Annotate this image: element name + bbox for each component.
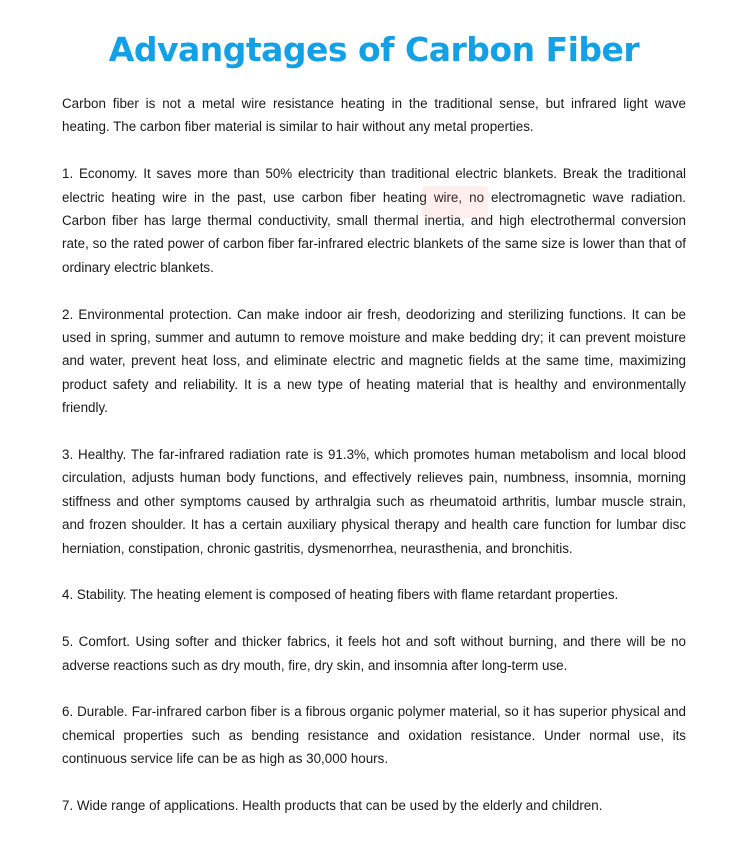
section-environmental-protection: 2. Environmental protection. Can make indoor air fresh, deodorizing and sterilizing functions. It can be used in spring, summer and autumn to remove moisture and make bedding dry; it can prevent moisture and water, prevent heat loss, and eliminate electric and magnetic fields at the same time, maximizing product safety and reliability. It is a new type of heating material that is healthy and environmentally friendly. (62, 306, 686, 416)
section-comfort: 5. Comfort. Using softer and thicker fabrics, it feels hot and soft without burning, and there will be no adverse reactions such as dry mouth, fire, dry skin, and insomnia after long-term use. (62, 634, 686, 673)
section-stability: 4. Stability. The heating element is composed of heating fibers with flame retardant properties. (62, 587, 619, 603)
document-page (62, 0, 686, 841)
section-durable: 6. Durable. Far-infrared carbon fiber is a fibrous organic polymer material, so it has superior physical and chemical properties such as bending resistance and oxidation resistance. Under normal use, its continuous service life can be as high as 30,000 hours. (62, 704, 686, 767)
document-body (62, 92, 686, 817)
intro-paragraph: Carbon fiber is not a metal wire resistance heating in the traditional sense, but infrared light wave heating. The carbon fiber material is similar to hair without any metal properties. (62, 96, 686, 135)
page-title: Advangtages of Carbon Fiber (108, 30, 640, 69)
section-wide-range-of-applications: 7. Wide range of applications. Health products that can be used by the elderly and children. (62, 798, 603, 814)
section-healthy: 3. Healthy. The far-infrared radiation rate is 91.3%, which promotes human metabolism and local blood circulation, adjusts human body functions, and effectively relieves pain, numbness, insomnia, morning stiffness and other symptoms caused by arthralgia such as rheumatoid arthritis, lumbar muscle strain, and frozen shoulder. It has a certain auxiliary physical therapy and health care function for lumbar disc herniation, constipation, chronic gastritis, dysmenorrhea, neurasthenia, and bronchitis. (62, 447, 686, 556)
section-economy: 1. Economy. It saves more than 50% electricity than traditional electric blankets. Break the traditional electric heating wire in the past, use carbon fiber heating wire, no electromagnetic wave radiation. Carbon fiber has large thermal conductivity, small thermal inertia, and high electrothermal conversion rate, so the rated power of carbon fiber far-infrared electric blankets of the same size is lower than that of ordinary electric blankets. (62, 166, 686, 275)
